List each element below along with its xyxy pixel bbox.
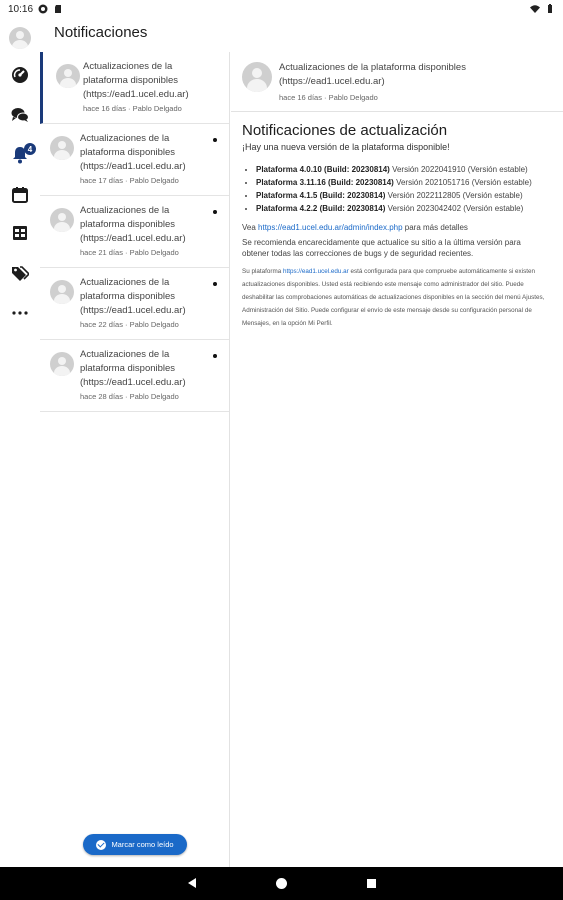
- version-detail: Versión 2021051716 (Versión estable): [393, 178, 532, 187]
- avatar: [50, 208, 74, 232]
- small-prefix: Su plataforma: [242, 268, 283, 275]
- version-detail: Versión 2023042402 (Versión estable): [385, 204, 524, 213]
- avatar: [242, 62, 272, 92]
- notification-item[interactable]: [40, 52, 229, 124]
- notification-title: Actualizaciones de la plataforma disponibles (https://ead1.ucel.edu.ar): [80, 277, 186, 316]
- version-name: Plataforma 3.11.16 (Build: 20230814): [256, 178, 394, 187]
- messages-icon: [11, 107, 29, 123]
- home-icon[interactable]: [276, 878, 287, 889]
- notification-meta: hace 28 días · Pablo Delgado: [80, 392, 179, 401]
- tags-icon: [11, 265, 29, 281]
- notification-meta: hace 22 días · Pablo Delgado: [80, 320, 179, 329]
- notification-item[interactable]: [40, 340, 229, 412]
- detail-meta: hace 16 días · Pablo Delgado: [279, 93, 378, 102]
- notification-list: [40, 52, 230, 867]
- version-name: Plataforma 4.0.10 (Build: 20230814): [256, 165, 390, 174]
- details-paragraph: [242, 222, 542, 233]
- detail-subheading: ¡Hay una nueva versión de la plataforma disponible!: [242, 142, 450, 152]
- version-item: [256, 164, 551, 175]
- nav-rail: [0, 18, 40, 867]
- admin-link[interactable]: https://ead1.ucel.edu.ar/admin/index.php: [258, 223, 403, 232]
- dashboard-button[interactable]: [0, 60, 40, 90]
- unread-dot-icon: [213, 138, 217, 142]
- grades-button[interactable]: [0, 218, 40, 248]
- messages-button[interactable]: [0, 100, 40, 130]
- app-notification-icon: [38, 4, 48, 14]
- unread-dot-icon: [213, 282, 217, 286]
- unread-dot-icon: [213, 354, 217, 358]
- avatar: [56, 64, 80, 88]
- tags-button[interactable]: [0, 258, 40, 288]
- detail-body: [231, 112, 563, 330]
- battery-icon: [545, 4, 555, 14]
- mark-as-read-button[interactable]: [83, 834, 187, 855]
- see-suffix: para más detalles: [402, 223, 468, 232]
- detail-title: Actualizaciones de la plataforma disponibles (https://ead1.ucel.edu.ar): [279, 62, 466, 87]
- notification-title: Actualizaciones de la plataforma disponibles (https://ead1.ucel.edu.ar): [80, 205, 186, 244]
- avatar: [9, 27, 31, 49]
- notification-item[interactable]: [40, 268, 229, 340]
- avatar: [50, 136, 74, 160]
- avatar: [50, 280, 74, 304]
- recent-apps-icon[interactable]: [367, 879, 376, 888]
- version-item: [256, 177, 551, 188]
- user-avatar-button[interactable]: [0, 23, 40, 53]
- more-icon: [12, 311, 28, 315]
- mark-as-read-label: Marcar como leído: [111, 840, 174, 849]
- version-name: Plataforma 4.2.2 (Build: 20230814): [256, 204, 386, 213]
- version-item: [256, 203, 551, 214]
- notifications-button[interactable]: [0, 140, 40, 170]
- info-paragraph: [242, 265, 547, 330]
- page-title: Notificaciones: [54, 24, 148, 41]
- status-bar: [0, 0, 563, 18]
- calendar-icon: [12, 187, 28, 203]
- notification-title: Actualizaciones de la plataforma disponibles (https://ead1.ucel.edu.ar): [83, 61, 189, 100]
- small-suffix: está configurada para que compruebe automáticamente si existen actualizaciones disponibles. Usted está recibiendo este mensaje como administrador del sitio. Puede deshabilitar las comprobaciones automáticas de actualizaciones disponibles en la sección del menú Ajustes, Administración del Sitio. Puede configurar el envío de este mensaje desde su configuración personal de Mensajes, en la opción Mi Perfil.: [242, 268, 545, 327]
- dashboard-icon: [11, 66, 29, 84]
- status-time: 10:16: [8, 3, 34, 15]
- version-detail: Versión 2022041910 (Versión estable): [389, 165, 528, 174]
- version-item: [256, 190, 551, 201]
- notification-meta: hace 16 días · Pablo Delgado: [83, 104, 182, 113]
- notification-item[interactable]: [40, 124, 229, 196]
- grades-icon: [12, 225, 28, 241]
- more-button[interactable]: [0, 298, 40, 328]
- system-navigation-bar: [0, 867, 563, 900]
- notification-count-badge: 4: [24, 143, 36, 155]
- recommend-paragraph: Se recomienda encarecidamente que actualice su sitio a la última versión para obtener todas las correcciones de bugs y de seguridad recientes.: [242, 238, 521, 258]
- calendar-button[interactable]: [0, 180, 40, 210]
- avatar: [50, 352, 74, 376]
- version-detail: Versión 2022112805 (Versión estable): [385, 191, 523, 200]
- unread-dot-icon: [213, 210, 217, 214]
- notification-item[interactable]: [40, 196, 229, 268]
- back-icon[interactable]: [188, 878, 196, 888]
- check-circle-icon: [96, 840, 106, 850]
- notification-meta: hace 17 días · Pablo Delgado: [80, 176, 179, 185]
- version-name: Plataforma 4.1.5 (Build: 20230814): [256, 191, 386, 200]
- detail-header: [231, 52, 563, 112]
- notification-meta: hace 21 días · Pablo Delgado: [80, 248, 179, 257]
- notification-detail: [231, 52, 563, 867]
- site-link[interactable]: https://ead1.ucel.edu.ar: [282, 268, 349, 275]
- detail-heading: Notificaciones de actualización: [242, 122, 448, 139]
- sd-card-icon: [53, 4, 63, 14]
- notification-title: Actualizaciones de la plataforma disponibles (https://ead1.ucel.edu.ar): [80, 349, 186, 388]
- notification-title: Actualizaciones de la plataforma disponibles (https://ead1.ucel.edu.ar): [80, 133, 186, 172]
- see-prefix: Vea: [242, 223, 259, 232]
- wifi-icon: [530, 4, 540, 14]
- version-list: [256, 164, 553, 214]
